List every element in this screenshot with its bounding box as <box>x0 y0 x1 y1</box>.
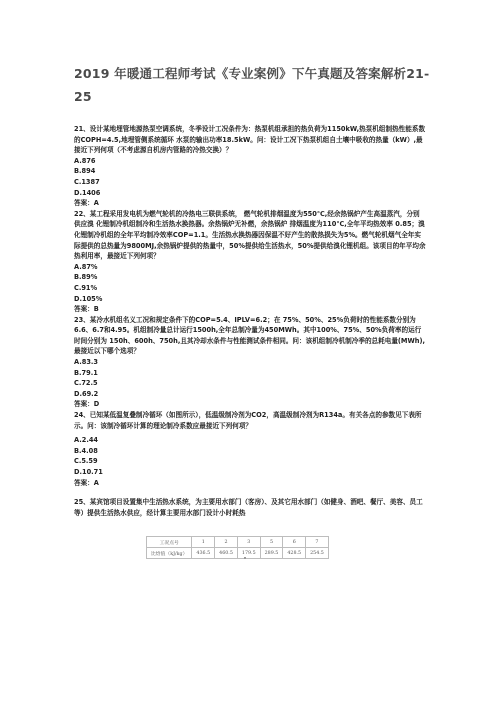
table-cell: 2 <box>215 537 238 548</box>
question-21-stem: 21、设计某地埋管地源热泵空调系统，冬季设计工况条件为：热泵机组承担的热负荷为1150kW,热泵机组制热性能系数的COPH=4.5,地埋管侧系统循环 水泵的输出功率18.5kW。问：设计工况下热泵机组自土壤中吸收的热量（kW）,最接近下列何项（不考虑源自机房内管路的冷热交换）？ <box>74 125 426 155</box>
table-cell: 5 <box>260 537 283 548</box>
question-23-stem: 23、某冷水机组名义工况和规定条件下的COP=5.4、IPLV=6.2；在 75%、50%、25%负荷时的性能系数分别为6.6、6.7和4.95。机组制冷量总计运行1500h,全年总制冷量为450MWh。其中100%、75%、50%负荷率的运行时间分别为 150h、600h、750h,且其冷却水条件与性能测试条件相同。问：该机组制冷机制冷季的总耗电量(MWh),最接近以下哪个选项？ <box>74 315 425 356</box>
question-22-stem: 22、某工程采用发电机为燃气轮机的冷热电三联供系统， 燃气轮机排烟温度为550℃,经余热锅炉产生高温蒸汽，分别供应溴 化锂制冷机组制冷和生活热水换热器。余热锅炉无补燃，余热锅炉 排烟温度为110℃,全年平均热效率 0.85；溴化锂制冷机组的全年平均制冷效率COP=1.1。生活热水换热器因保温不好产生的散热损失为5%。燃气轮机烟气全年实际提供的总热量为9800MJ,余热锅炉提供的热量中，50%提供给生活热水，50%提供给溴化锂机组。该项目的年平均余热利用率，最接近下列何项？ <box>74 209 426 261</box>
table-cell: 460.5 <box>215 548 238 559</box>
table-cell: 工况点号 <box>147 537 192 548</box>
q22-option-d: D.105% <box>74 294 103 303</box>
q22-answer: 答案：B <box>74 305 99 314</box>
q21-option-a: A.876 <box>74 156 96 165</box>
table-cell: 436.5 <box>192 548 215 559</box>
table-cell: 289.5 <box>260 548 283 559</box>
page-title: 2019 年暖通工程师考试《专业案例》下午真题及答案解析21-25 <box>74 66 430 104</box>
table-row <box>147 537 329 548</box>
q21-answer: 答案：A <box>74 199 99 208</box>
question-25-stem: 25、某宾馆项目设置集中生活热水系统，为主要用水部门（客房）、及其它用水部门（如健身、酒吧、餐厅、美容、员工等）提供生活热水供应，经计算主要用水部门设计小时耗热 <box>74 498 423 517</box>
table-cell: 179.5 <box>237 548 260 559</box>
q23-option-a: A.83.3 <box>74 358 98 367</box>
q22-option-c: C.91% <box>74 283 98 292</box>
table-cell: 254.5 <box>306 548 329 559</box>
q24-option-d: D.10.71 <box>74 468 103 476</box>
document-body <box>74 124 426 518</box>
table-row <box>147 548 329 559</box>
table-cell: 1 <box>192 537 215 548</box>
table-cell: 比焓值（kJ/kg） <box>147 548 192 559</box>
q24-option-a: A.2.44 <box>74 436 98 445</box>
q23-option-d: D.69.2 <box>74 389 99 398</box>
q24-answer: 答案：A <box>74 478 99 487</box>
q23-answer: 答案：D <box>74 400 100 409</box>
table-cell: 3 <box>237 537 260 548</box>
q22-option-a: A.87% <box>74 262 98 271</box>
table-cell: 428.5 <box>283 548 306 559</box>
q23-option-c: C.72.5 <box>74 379 98 388</box>
q24-option-b: B.4.08 <box>74 446 98 455</box>
q21-option-c: C.1387 <box>74 177 100 186</box>
table-cell: 6 <box>283 537 306 548</box>
q21-option-b: B.894 <box>74 167 96 176</box>
question-24-stem: 24、已知某低温复叠制冷循环（如图所示），低温级制冷剂为CO2，高温级制冷剂为R134a。有关各点的参数见下表所示。问：该制冷循环计算的理论制冷系数应最接近下列何项？ <box>74 411 422 430</box>
q21-option-d: D.1406 <box>74 188 101 197</box>
q22-option-b: B.89% <box>74 273 98 282</box>
table-cell: 7 <box>306 537 329 548</box>
q23-option-b: B.79.1 <box>74 368 98 377</box>
q24-option-c: C.5.59 <box>74 457 98 466</box>
enthalpy-table <box>146 536 329 559</box>
table-caption-mark <box>244 557 246 559</box>
